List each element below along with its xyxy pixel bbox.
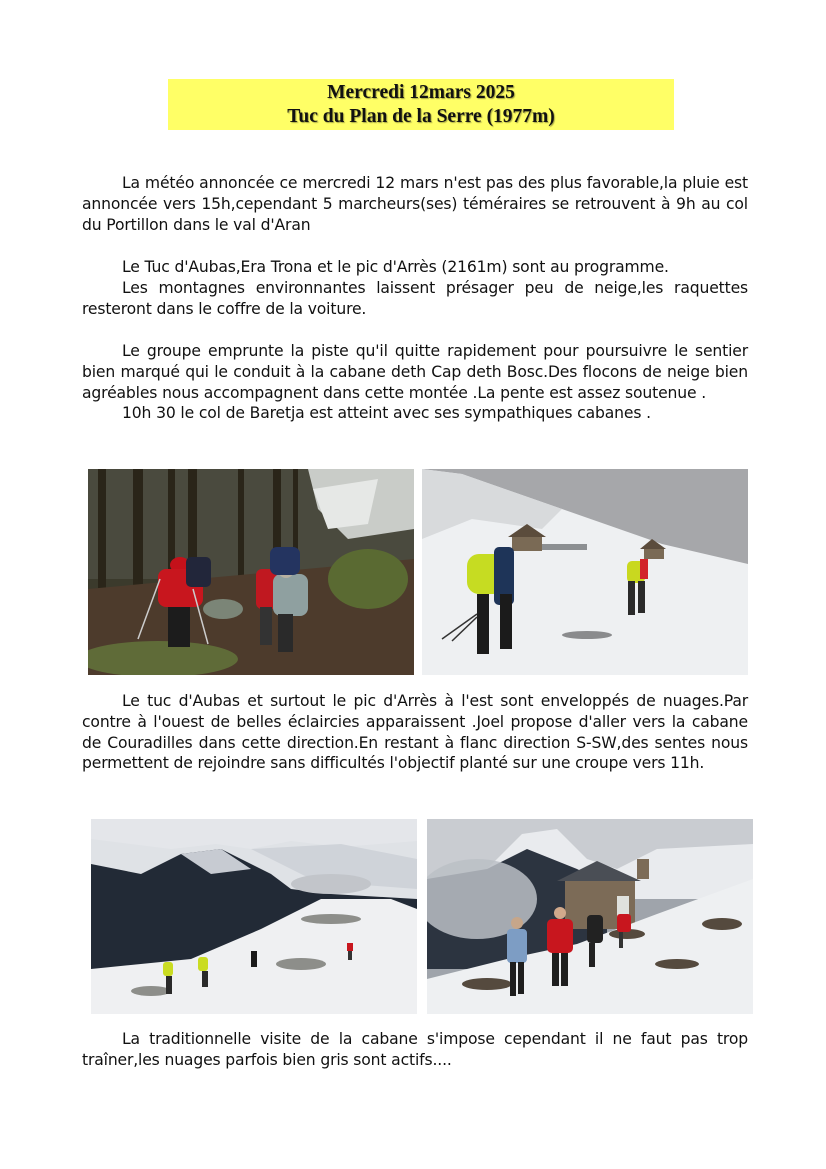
photo-forest-trail [88,469,414,675]
paragraph-text: La météo annoncée ce mercredi 12 mars n'est pas des plus favorable,la pluie est annoncée vers 15h,cependant 5 marcheurs(ses) téméraires se retrouvent à 9h au col du Portillon dans le val d'Aran [82,174,748,234]
title-summit: Tuc du Plan de la Serre (1977m) [287,106,555,127]
paragraph-eclaircies [82,691,748,774]
paragraph-text: 10h 30 le col de Baretja est atteint avec ses sympathiques cabanes . [122,404,651,423]
paragraph-text: Le groupe emprunte la piste qu'il quitte rapidement pour poursuivre le sentier bien marqué qui le conduit à la cabane deth Cap deth Bosc.Des flocons de neige bien agréables nous accompagnent dans cette montée .La pente est assez soutenue . [82,342,748,402]
paragraph-cabane [82,1029,748,1071]
paragraph-meteo [82,173,748,235]
photo-snowy-col [422,469,748,675]
photo-ridge-descent [91,819,417,1014]
paragraph-text: Le tuc d'Aubas et surtout le pic d'Arrès à l'est sont enveloppés de nuages.Par contre à l'ouest de belles éclaircies apparaissent .Joel propose d'aller vers la cabane de Couradilles dans cette direction.En restant à flanc direction S-SW,des sentes nous permettent de rejoindre sans difficultés l'objectif planté sur une croupe vers 11h. [82,692,748,773]
paragraph-programme [82,257,748,319]
paragraph-text: Les montagnes environnantes laissent présager peu de neige,les raquettes resteront dans le coffre de la voiture. [82,278,748,318]
photo-cabin-group [427,819,753,1014]
title-banner [168,79,674,130]
title-date: Mercredi 12mars 2025 [327,82,515,103]
paragraph-text: La traditionnelle visite de la cabane s'impose cependant il ne faut pas trop traîner,les nuages parfois bien gris sont actifs.... [82,1030,748,1069]
paragraph-montee [82,341,748,424]
paragraph-text: Le Tuc d'Aubas,Era Trona et le pic d'Arrès (2161m) sont au programme. [122,258,669,276]
